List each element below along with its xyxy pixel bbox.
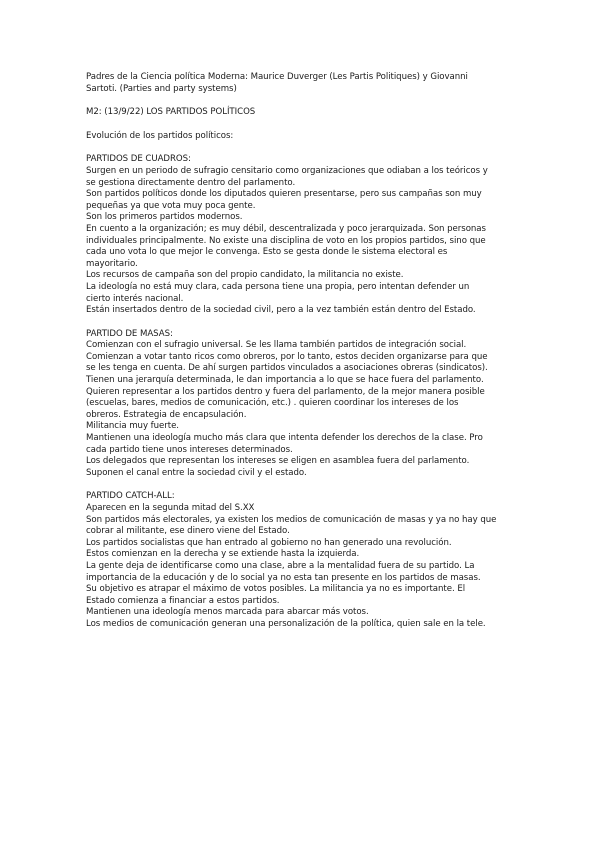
paragraph-line: cobrar al militante, ese dinero viene del Estado.	[86, 526, 290, 537]
section-cuadros	[86, 154, 526, 316]
paragraph-line: La ideología no está muy clara, cada persona tiene una propia, pero intentan defender un	[86, 281, 470, 292]
document-page	[86, 72, 526, 631]
paragraph-line: Los recursos de campaña son del propio candidato, la militancia no existe.	[86, 270, 404, 281]
paragraph-line: cada uno vota lo que mejor le convenga. Esto se gesta donde le sistema electoral es	[86, 247, 448, 258]
paragraph-line: cada partido tiene unos intereses determinados.	[86, 444, 293, 455]
paragraph-line: Los delegados que representan los intereses se eligen en asamblea fuera del parlamento.	[86, 456, 470, 467]
paragraph-line: importancia de la educación y de lo social ya no esta tan presente en los partidos de masas.	[86, 572, 481, 583]
paragraph-line: Comienzan a votar tanto ricos como obreros, por lo tanto, estos deciden organizarse para que	[86, 351, 488, 362]
paragraph-line: Militancia muy fuerte.	[86, 421, 179, 432]
paragraph-line: Comienzan con el sufragio universal. Se les llama también partidos de integración social.	[86, 340, 467, 351]
paragraph-line: Aparecen en la segunda mitad del S.XX	[86, 503, 255, 513]
paragraph-line: Su objetivo es atrapar el máximo de votos posibles. La militancia ya no es importante. El	[86, 584, 466, 595]
paragraph-line: obreros. Estrategia de encapsulación.	[86, 409, 247, 420]
paragraph-line: Son los primeros partidos modernos.	[86, 212, 243, 223]
paragraph-line: Los medios de comunicación generan una personalización de la política, quien sale en la tele.	[86, 618, 486, 629]
paragraph-line: pequeñas ya que vota muy poca gente.	[86, 200, 256, 211]
paragraph-line: Surgen en un periodo de sufragio censitario como organizaciones que odiaban a los teóricos y	[86, 165, 488, 176]
paragraph-line: se les tenga en cuenta. De ahí surgen partidos vinculados a asociaciones obreras (sindicatos).	[86, 363, 488, 374]
paragraph-line: Quieren representar a los partidos dentro y fuera del parlamento, de la mejor manera posible	[86, 386, 485, 397]
paragraph-line: Tienen una jerarquía determinada, le dan importancia a lo que se hace fuera del parlamento.	[86, 375, 484, 386]
section-masas	[86, 329, 526, 480]
module-title: M2: (13/9/22) LOS PARTIDOS POLÍTICOS	[86, 107, 256, 118]
paragraph-line: Estos comienzan en la derecha y se extiende hasta la izquierda.	[86, 549, 360, 560]
intro-line-2: Sartoti. (Parties and party systems)	[86, 83, 237, 94]
intro-line-1: Padres de la Ciencia política Moderna: Maurice Duverger (Les Partis Politiques) y Giovanni	[86, 72, 468, 82]
paragraph-line: Suponen el canal entre la sociedad civil y el estado.	[86, 467, 307, 478]
paragraph-line: La gente deja de identificarse como una clase, abre a la mentalidad fuera de su partido. La	[86, 560, 475, 571]
heading-cuadros: PARTIDOS DE CUADROS:	[86, 154, 191, 165]
paragraph-line: se gestiona directamente dentro del parlamento.	[86, 177, 296, 188]
heading-catchall: PARTIDO CATCH-ALL:	[86, 491, 175, 502]
paragraph-line: cierto interés nacional.	[86, 293, 184, 304]
paragraph-line: individuales principalmente. No existe una disciplina de voto en los propios partidos, sino que	[86, 235, 486, 246]
paragraph-line: En cuento a la organización; es muy débil, descentralizada y poco jerarquizada. Son personas	[86, 223, 486, 234]
paragraph-line: Mantienen una ideología mucho más clara que intenta defender los derechos de la clase. Pro	[86, 433, 483, 444]
paragraph-line: Son partidos más electorales, ya existen los medios de comunicación de masas y ya no hay que	[86, 514, 497, 525]
paragraph-line: (escuelas, bares, medios de comunicación, etc.) . quieren coordinar los intereses de los	[86, 398, 459, 409]
heading-masas: PARTIDO DE MASAS:	[86, 328, 173, 339]
paragraph-line: Mantienen una ideología menos marcada para abarcar más votos.	[86, 607, 369, 618]
paragraph-line: Están insertados dentro de la sociedad civil, pero a la vez también están dentro del Estado.	[86, 305, 476, 316]
paragraph-line: Estado comienza a financiar a estos partidos.	[86, 595, 280, 606]
paragraph-line: Son partidos políticos donde los diputados quieren presentarse, pero sus campañas son muy	[86, 189, 482, 200]
paragraph-line: Los partidos socialistas que han entrado al gobierno no han generado una revolución.	[86, 537, 452, 548]
paragraph-line: mayoritario.	[86, 258, 138, 269]
section-catchall	[86, 491, 526, 630]
section-intro: Evolución de los partidos políticos:	[86, 130, 234, 141]
